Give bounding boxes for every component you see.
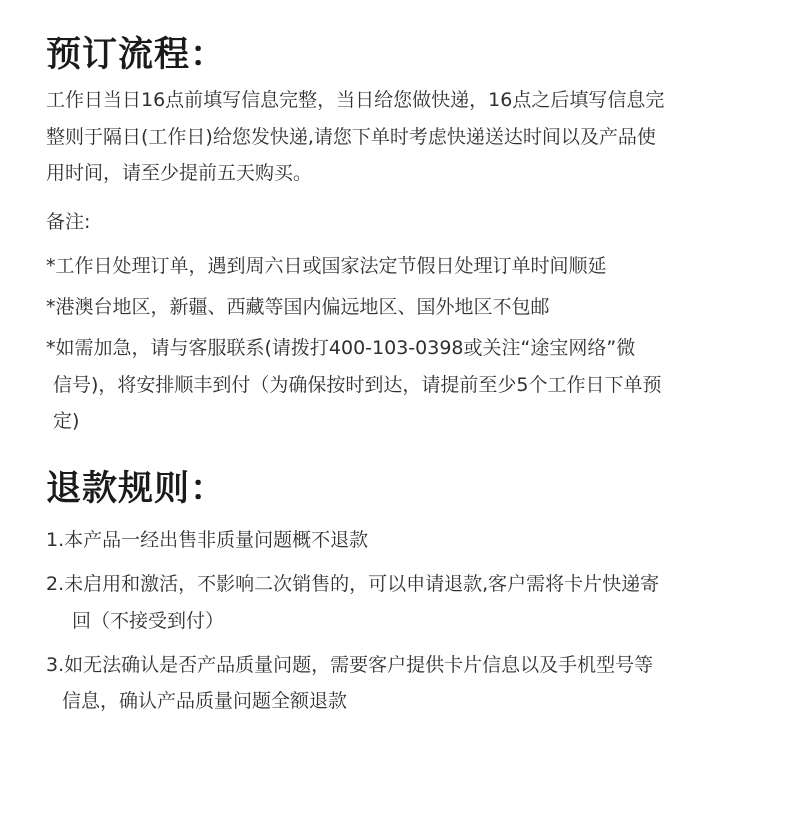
refund-rules-heading: 退款规则： <box>46 469 227 509</box>
remark-shipping-regions: *港澳台地区，新疆、西藏等国内偏远地区、国外地区不包邮 <box>46 296 550 318</box>
remark-urgent-line-3: 定) <box>53 410 80 432</box>
remark-urgent-line-1: *如需加急，请与客服联系(请拨打400-103-0398或关注“途宝网络”微 <box>46 337 636 359</box>
remark-urgent-line-2: 信号)，将安排顺丰到付（为确保按时到达，请提前至少5个工作日下单预 <box>53 374 662 396</box>
remarks-label: 备注: <box>46 211 91 233</box>
booking-process-heading: 预订流程： <box>46 35 227 75</box>
refund-rule-2-line-1: 2.未启用和激活，不影响二次销售的，可以申请退款,客户需将卡片快递寄 <box>46 573 660 595</box>
booking-paragraph-line-3: 用时间，请至少提前五天购买。 <box>46 162 313 184</box>
refund-rule-3-line-2: 信息，确认产品质量问题全额退款 <box>62 690 348 712</box>
booking-paragraph-line-2: 整则于隔日(工作日)给您发快递,请您下单时考虑快递送达时间以及产品使 <box>46 126 656 148</box>
refund-rule-3-line-1: 3.如无法确认是否产品质量问题，需要客户提供卡片信息以及手机型号等 <box>46 654 654 676</box>
remark-weekday-processing: *工作日处理订单，遇到周六日或国家法定节假日处理订单时间顺延 <box>46 255 607 277</box>
refund-rule-2-line-2: 回（不接受到付） <box>72 610 225 632</box>
booking-paragraph-line-1: 工作日当日16点前填写信息完整，当日给您做快递，16点之后填写信息完 <box>46 89 665 111</box>
refund-rule-1: 1.本产品一经出售非质量问题概不退款 <box>46 529 369 551</box>
